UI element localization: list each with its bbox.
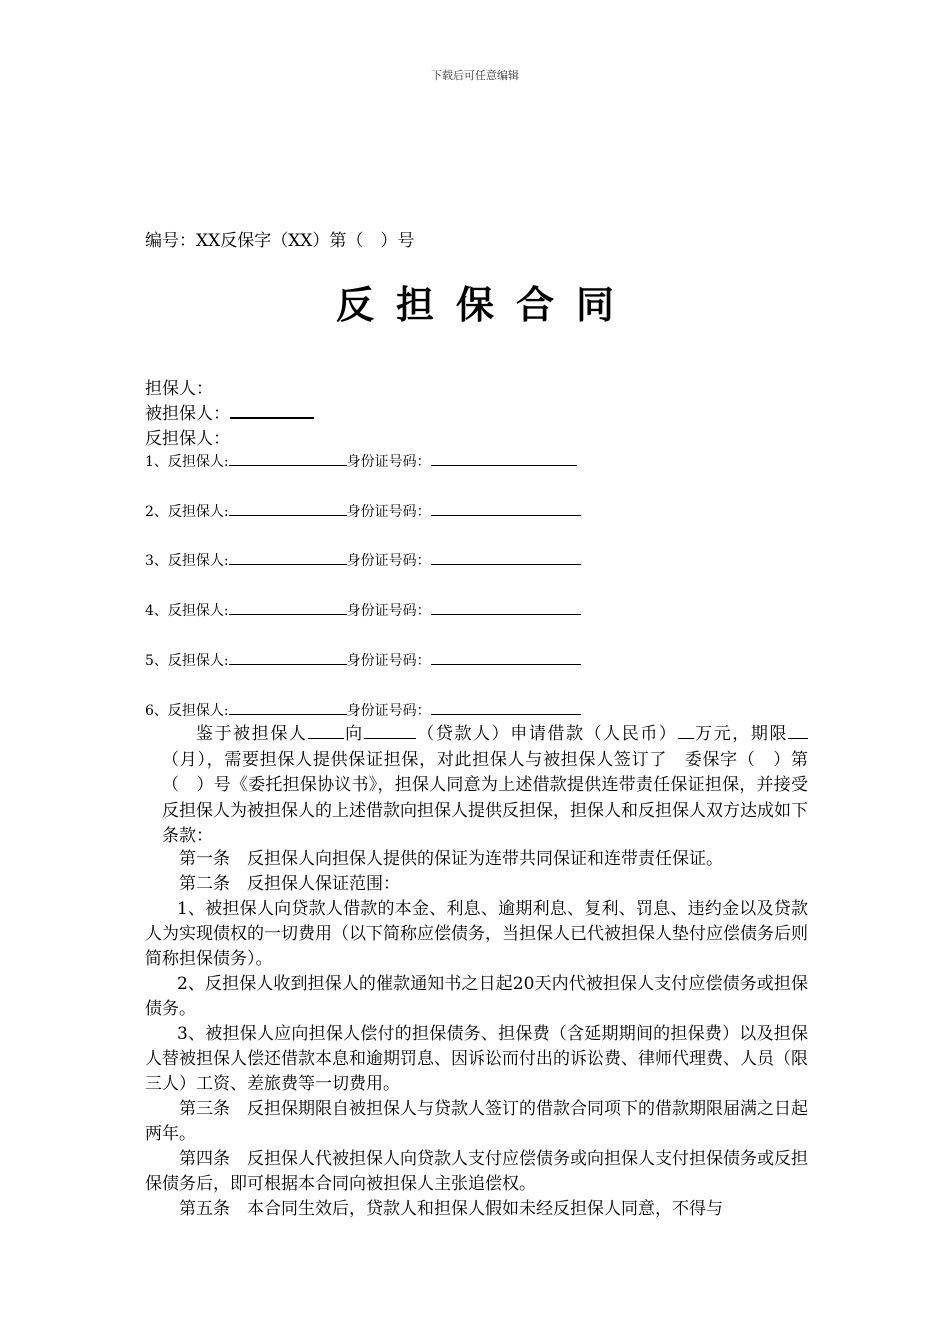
id-blank[interactable] [431,451,577,466]
amount-blank[interactable] [678,723,694,739]
counter-guarantor-row [145,600,581,620]
guaranteed-label: 被担保人： [145,404,230,424]
id-label: 身份证号码： [346,553,431,569]
clause-2-item-2: 2、反担保人收到担保人的催款通知书之日起20天内代被担保人支付应偿债务或担保债务。 [145,974,808,1019]
contract-clauses [145,847,808,1222]
name-blank[interactable] [229,700,347,715]
row-label: 4、反担保人: [145,603,229,619]
term-blank[interactable] [788,723,808,739]
name-blank[interactable] [229,550,347,565]
counter-guarantor-row [145,700,581,720]
name-blank[interactable] [229,600,347,615]
counter-guarantor-row [145,650,581,670]
guaranteed-blank[interactable] [308,723,344,739]
page-title: 反担保合同 [335,283,636,327]
counter-guarantor-row [145,550,581,570]
row-label: 5、反担保人: [145,653,229,669]
clause-3: 第三条 反担保期限自被担保人与贷款人签订的借款合同项下的借款期限届满之日起两年。 [145,1099,808,1144]
row-label: 6、反担保人: [145,703,229,719]
row-label: 3、反担保人: [145,553,229,569]
clause-2-item-1: 1、被担保人向贷款人借款的本金、利息、逾期利息、复利、罚息、违约金以及贷款人为实现债权的一切费用（以下简称应偿债务，当担保人已代被担保人垫付应偿债务后则简称担保债务）。 [145,899,808,969]
row-label: 1、反担保人: [145,454,229,470]
id-blank[interactable] [431,501,581,516]
id-label: 身份证号码： [346,603,431,619]
guarantor-label: 担保人： [145,379,213,399]
clause-1: 第一条 反担保人向担保人提供的保证为连带共同保证和连带责任保证。 [179,849,723,869]
clause-4: 第四条 反担保人代被担保人向贷款人支付应偿债务或向担保人支付担保债务或反担保债务后，即可根据本合同向被担保人主张追偿权。 [145,1149,808,1194]
id-blank[interactable] [431,650,581,665]
id-label: 身份证号码： [346,504,431,520]
id-blank[interactable] [431,700,581,715]
intro-part: 万元，期限 [693,724,789,744]
header-note: 下载后可任意编辑 [431,69,519,82]
name-blank[interactable] [229,650,347,665]
counter-guarantor-line [145,424,230,449]
lender-blank[interactable] [364,723,416,739]
name-blank[interactable] [229,451,347,466]
counter-guarantor-label: 反担保人： [145,429,230,449]
id-label: 身份证号码： [346,454,431,470]
id-blank[interactable] [431,550,581,565]
id-label: 身份证号码： [346,653,431,669]
intro-part: （贷款人）申请借款（人民币） [415,724,678,744]
guaranteed-line [145,399,314,424]
name-blank[interactable] [229,501,347,516]
clause-2: 第二条 反担保人保证范围： [179,874,400,894]
intro-part: （月），需要担保人提供保证担保，对此担保人与被担保人签订了 委保字（ ）第（ ）号《委托担保协议书》，担保人同意为上述借款提供连带责任保证担保，并接受反担保人为被担保人的上述借款向担保人提供反担保，担保人和反担保人双方达成如下条款： [162,749,808,846]
intro-paragraph [162,722,808,850]
counter-guarantor-row [145,451,577,471]
counter-guarantor-row [145,501,581,521]
row-label: 2、反担保人: [145,504,229,520]
id-blank[interactable] [431,600,581,615]
guaranteed-blank[interactable] [230,403,314,419]
clause-5: 第五条 本合同生效后，贷款人和担保人假如未经反担保人同意，不得与 [179,1199,723,1219]
guarantor-line [145,374,213,399]
id-label: 身份证号码： [346,703,431,719]
clause-2-item-3: 3、被担保人应向担保人偿付的担保债务、担保费（含延期期间的担保费）以及担保人替被担保人偿还借款本息和逾期罚息、因诉讼而付出的诉讼费、律师代理费、人员（限三人）工资、差旅费等一切费用。 [145,1024,808,1094]
document-number: 编号：XX反保字（XX）第（ ）号 [145,231,415,251]
intro-part: 向 [343,724,364,744]
intro-part: 鉴于被担保人 [196,724,308,744]
